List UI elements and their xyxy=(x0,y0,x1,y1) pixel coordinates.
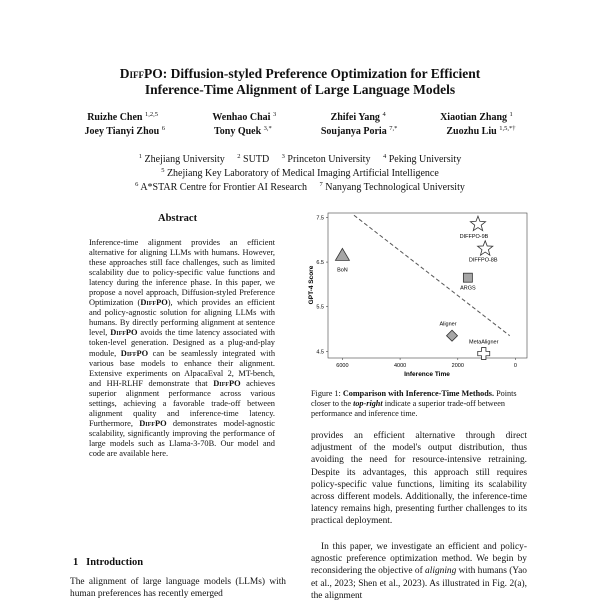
scatter-chart xyxy=(305,210,530,382)
author: Xiaotian Zhang $^1$ xyxy=(440,111,513,123)
intro-text: The alignment of large language models (LLMs) with human preferences has recently emerged xyxy=(70,577,286,600)
paper-title xyxy=(40,66,560,98)
x-axis-label: Inference Time xyxy=(404,371,450,378)
point-bon-label: BoN xyxy=(337,267,348,274)
authors-row-1 xyxy=(60,109,540,124)
x-tick-label: 6000 xyxy=(336,363,349,369)
author: Zhifei Yang $^4$ xyxy=(330,111,386,123)
x-tick-label: 0 xyxy=(513,363,517,369)
point-args-label: ARGS xyxy=(460,285,476,292)
y-tick-label: 4.5 xyxy=(316,349,324,356)
right-column-para-2: In this paper, we investigate an efficient and policy-agnostic preference optimization method. We begin by reconsidering the objective of aligning with humans (Yao et al., 2023; Shen et al., 2023). As illustrated in Fig. 2(a), the alignment xyxy=(311,542,527,601)
y-axis-label: GPT-4 Score xyxy=(308,265,315,305)
point-metaaligner-label: MetaAligner xyxy=(469,339,499,346)
author: Zuozhu Liu $^{1,5,*\dagger}$ xyxy=(446,125,516,137)
point-diffpo-8b-label: DIFFPO-8B xyxy=(468,257,498,264)
plot-frame xyxy=(328,213,527,358)
y-tick-label: 6.5 xyxy=(316,260,324,267)
authors-row-2 xyxy=(60,123,540,138)
y-tick-label: 7.5 xyxy=(316,215,324,222)
abstract-text: Inference-time alignment provides an efficient alternative for aligning LLMs with humans. However, these approaches still face challenges, such as limited scalability due to policy-specific value functions and latency during the inference phase. In this paper, we propose a novel approach, Diffusion-styled Preference Optimization (DiffPO), which provides an efficient and policy-agnostic solution for aligning LLMs with humans. By directly performing alignment at sentence level, DiffPO avoids the time latency associated with token-level generation. Designed as a plug-and-play module, DiffPO can be seamlessly integrated with various base models to enhance their alignment. Extensive experiments on AlpacaEval 2, MT-bench, and HH-RLHF demonstrate that DiffPO achieves superior alignment performance across various settings, achieving a favorable trade-off between alignment quality and inference-time latency. Furthermore, DiffPO demonstrates model-agnostic scalability, significantly improving the performance of large models such as Llama-3-70B. Our model and code are available here. xyxy=(89,238,276,458)
author: Soujanya Poria $^{7,*}$ xyxy=(320,125,398,137)
figure-caption: Figure 1: Comparison with Inference-Time Methods. Points closer to the top-right indicate a superior trade-off between performance and inference time. xyxy=(311,389,517,418)
x-tick-label: 4000 xyxy=(393,363,407,369)
author: Joey Tianyi Zhou $^6$ xyxy=(84,125,165,137)
method-name: DiffPO xyxy=(119,66,163,81)
affiliations-line-2: $^5$ Zhejiang Key Laboratory of Medical Imaging Artificial Intelligence xyxy=(161,167,439,179)
affiliations-line-1: $^1$ Zhejiang University $^2$ SUTD $^3$ Princeton University $^4$ Peking University xyxy=(138,153,462,165)
point-aligner-label: Aligner xyxy=(439,321,457,328)
author: Tony Quek $^{3,*}$ xyxy=(214,125,272,137)
x-tick-label: 2000 xyxy=(451,363,464,369)
right-column-para-1: provides an efficient alternative through direct adjustment of the model's output distribution, thus avoiding the need for resource-intensive retraining. Despite its advantages, this approach still requires policy-specific value functions, limiting its scalability across different models. Additionally, the inference-time latency remains high, presenting further challenges to its practical deployment. xyxy=(311,431,527,527)
title-line2: Inference-Time Alignment of Large Language Models xyxy=(144,82,456,97)
title-line1: : Diffusion-styled Preference Optimization for Efficient xyxy=(162,66,481,81)
intro-heading: 1 Introduction xyxy=(73,557,144,568)
y-tick-label: 5.5 xyxy=(316,304,324,311)
point-diffpo-9b-label: DIFFPO-9B xyxy=(459,234,489,241)
author: Wenhao Chai $^3$ xyxy=(212,111,277,123)
abstract-heading: Abstract xyxy=(158,213,198,224)
point-args xyxy=(463,273,472,282)
author: Ruizhe Chen $^{1,2,5}$ xyxy=(87,111,158,123)
affiliations-line-3: $^6$ A*STAR Centre for Frontier AI Research $^7$ Nanyang Technological University xyxy=(135,181,465,193)
